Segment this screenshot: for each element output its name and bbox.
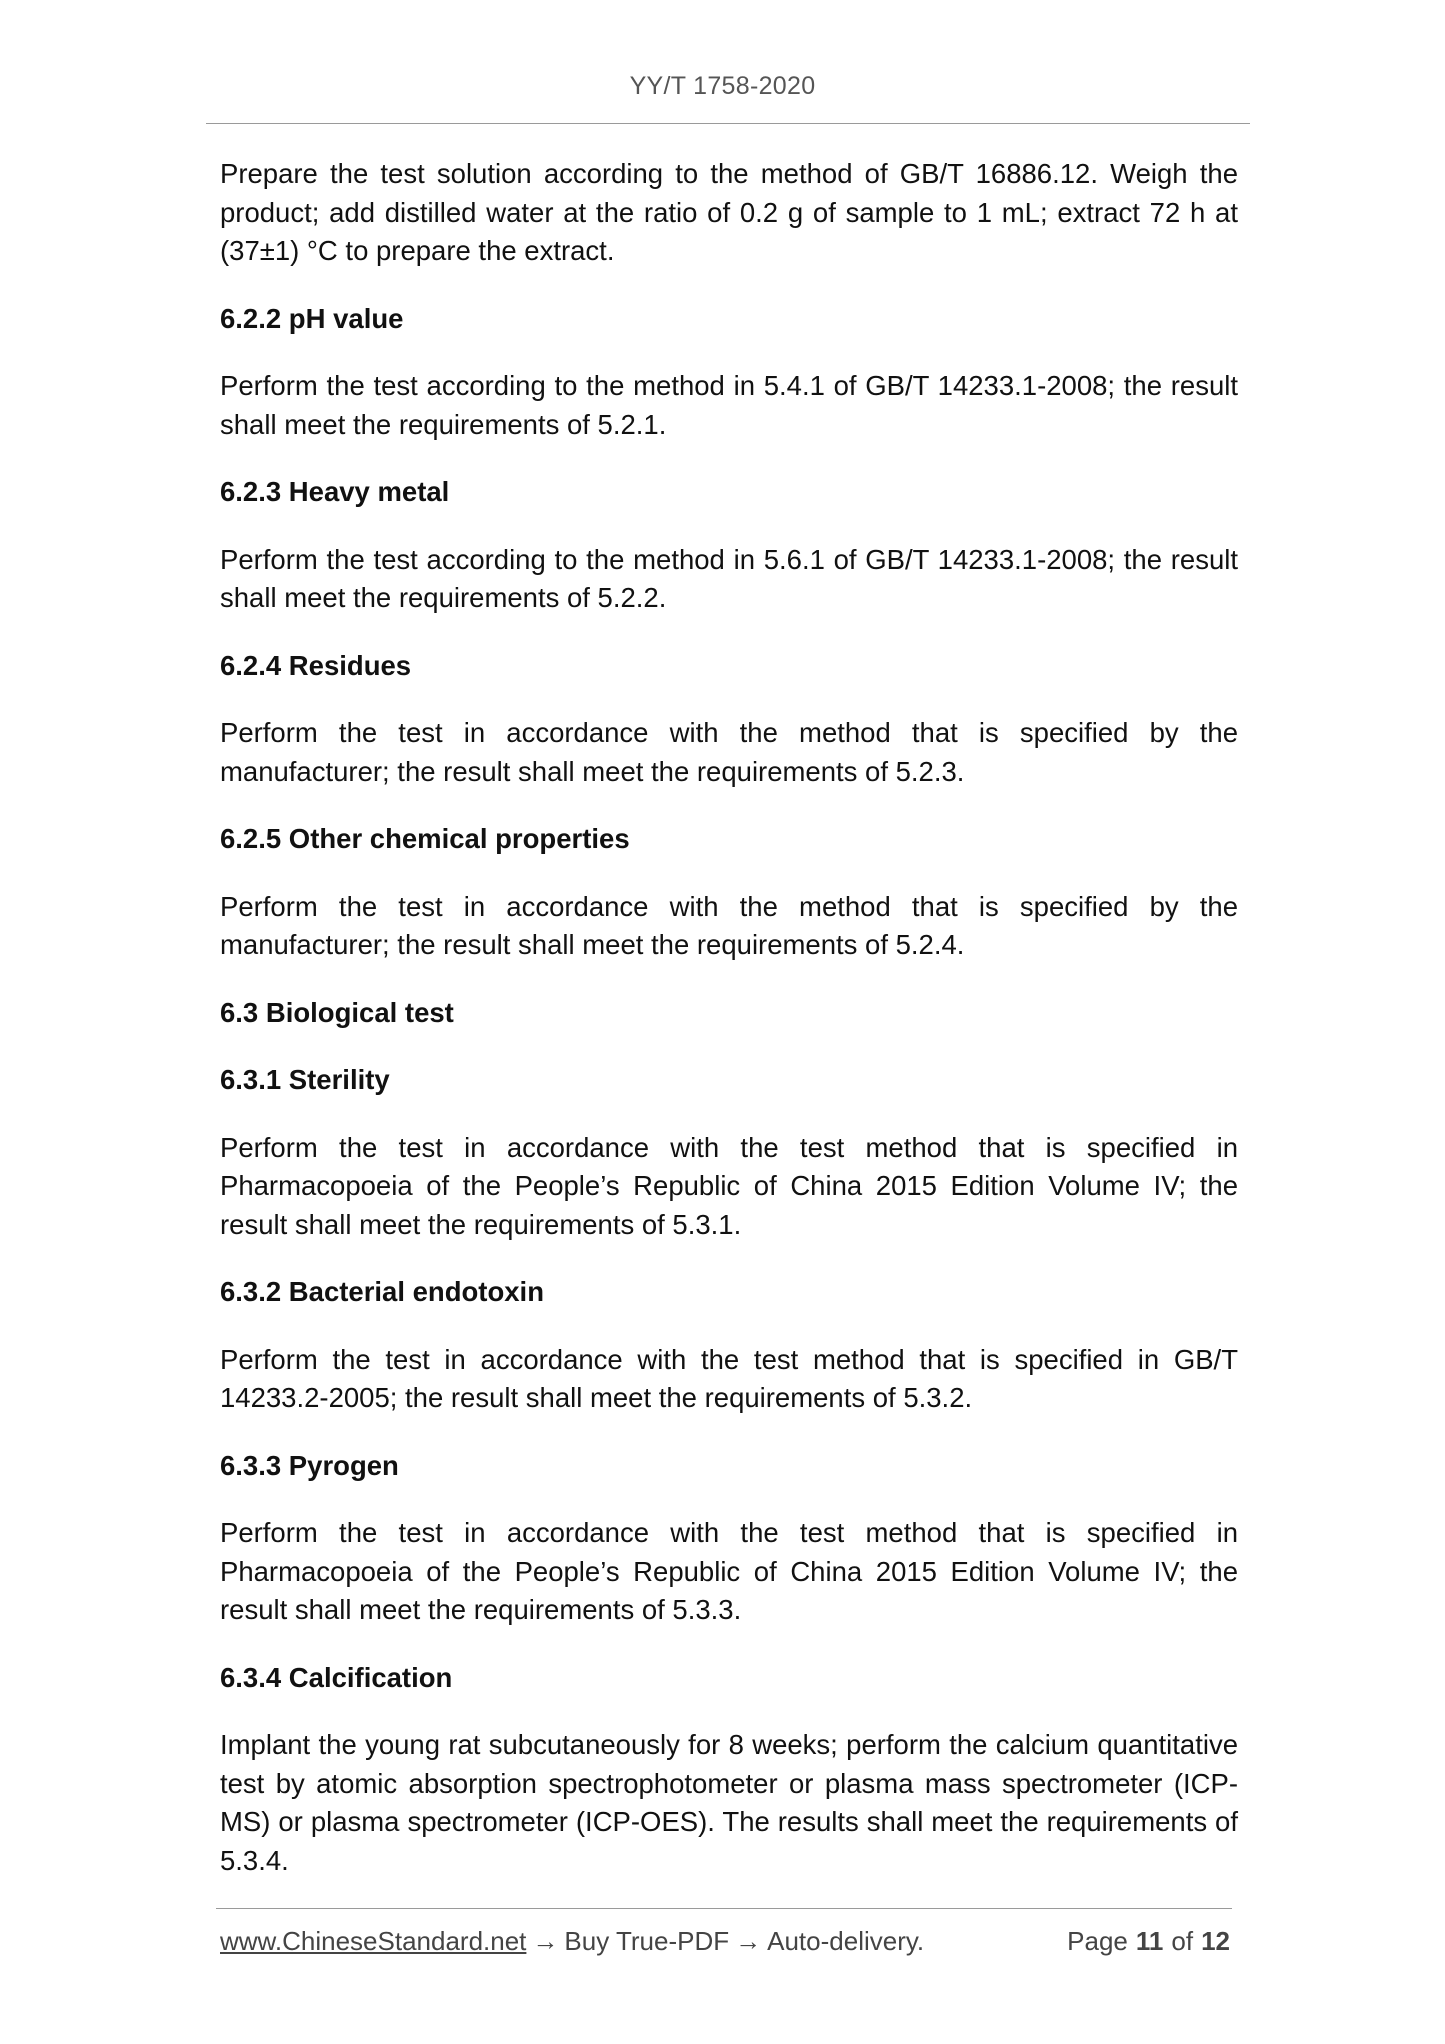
paragraph-6-3-2: Perform the test in accordance with the test method that is specified in GB/T 14233.2-2005; the result shall meet the requirements of 5.3.2. <box>220 1343 1238 1413</box>
heading-6-2-3: 6.2.3 Heavy metal <box>220 476 450 507</box>
buy-true-pdf-text: Buy True-PDF <box>564 1926 730 1956</box>
paragraph-6-3-4: Implant the young rat subcutaneously for 8 weeks; perform the calcium quantitative test by atomic absorption spectrophotometer or plasma mass spectrometer (ICP-MS) or plasma spectrometer (ICP-OES). The results shall meet the requirements of 5.3.4. <box>220 1729 1238 1876</box>
current-page-number: 11 <box>1135 1926 1164 1956</box>
arrow-right-icon: → <box>735 1926 762 1956</box>
page-number <box>1067 1926 1230 1957</box>
heading-6-2-5: 6.2.5 Other chemical properties <box>220 823 630 854</box>
heading-6-3-1: 6.3.1 Sterility <box>220 1064 390 1095</box>
paragraph-6-3-3: Perform the test in accordance with the test method that is specified in Pharmacopoeia of the People’s Republic of China 2015 Edition Volume IV; the result shall meet the requirements of 5.3.3. <box>220 1517 1238 1625</box>
auto-delivery-text: Auto-delivery. <box>767 1926 925 1956</box>
heading-6-3-3: 6.3.3 Pyrogen <box>220 1449 399 1481</box>
paragraph-6-2-4: Perform the test in accordance with the method that is specified by the manufacturer; the result shall meet the requirements of 5.2.3. <box>220 717 1238 787</box>
footer-divider <box>216 1908 1232 1909</box>
footer-promo <box>220 1926 924 1957</box>
of-label: of <box>1171 1926 1194 1956</box>
document-code: YY/T 1758-2020 <box>629 72 816 100</box>
arrow-right-icon: → <box>532 1926 559 1956</box>
website-link[interactable]: www.ChineseStandard.net <box>220 1926 527 1956</box>
heading-6-3-2: 6.3.2 Bacterial endotoxin <box>220 1276 544 1307</box>
paragraph-6-3-1: Perform the test in accordance with the test method that is specified in Pharmacopoeia of the People’s Republic of China 2015 Edition Volume IV; the result shall meet the requirements of 5.3.1. <box>220 1131 1238 1240</box>
paragraph-6-2-2: Perform the test according to the method in 5.4.1 of GB/T 14233.1-2008; the result shall meet the requirements of 5.2.1. <box>220 370 1238 440</box>
total-page-number: 12 <box>1201 1926 1230 1956</box>
heading-6-2-2: 6.2.2 pH value <box>220 302 404 334</box>
paragraph-6-2-5: Perform the test in accordance with the method that is specified by the manufacturer; the result shall meet the requirements of 5.2.4. <box>220 890 1238 960</box>
paragraph-extract-preparation: Prepare the test solution according to the method of GB/T 16886.12. Weigh the product; add distilled water at the ratio of 0.2 g of sample to 1 mL; extract 72 h at (37±1) °C to prepare the extract. <box>220 158 1238 266</box>
page-label: Page <box>1067 1926 1128 1956</box>
heading-6-2-4: 6.2.4 Residues <box>220 649 412 681</box>
paragraph-6-2-3: Perform the test according to the method in 5.6.1 of GB/T 14233.1-2008; the result shall meet the requirements of 5.2.2. <box>220 543 1238 613</box>
page-footer <box>220 1926 1230 1962</box>
heading-6-3: 6.3 Biological test <box>220 996 454 1028</box>
heading-6-3-4: 6.3.4 Calcification <box>220 1661 453 1693</box>
document-body <box>220 155 1238 1909</box>
header-divider <box>206 123 1250 124</box>
